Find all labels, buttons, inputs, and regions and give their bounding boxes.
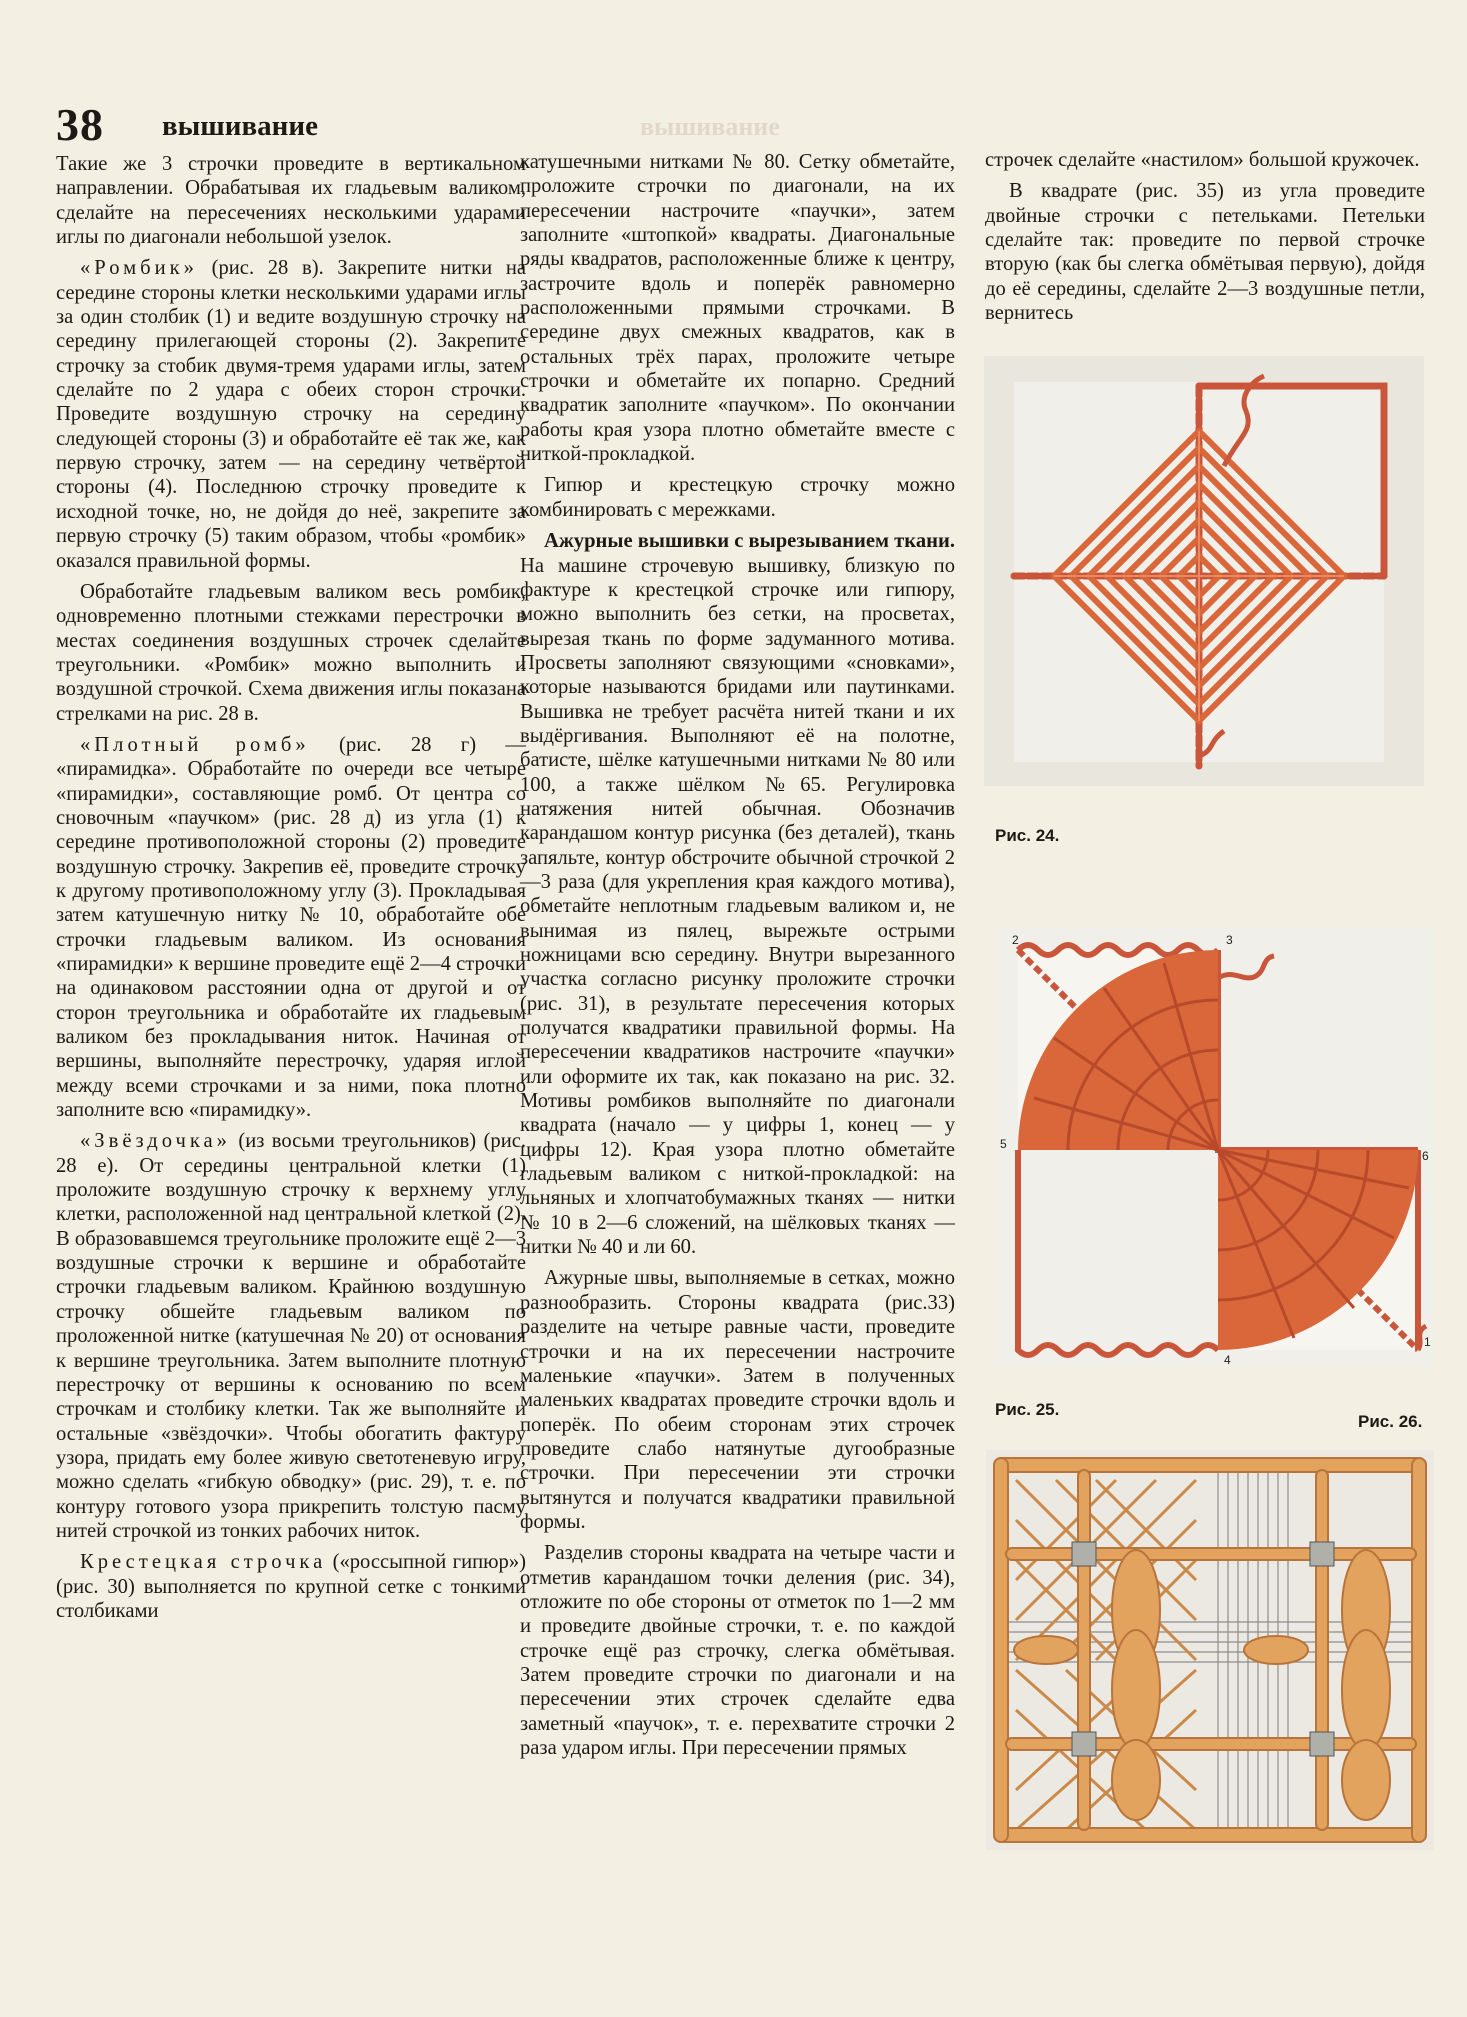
figure-25-label: 5 [1000,1137,1007,1151]
figure-26-grid-embroidery [986,1450,1434,1850]
paragraph: Обработайте гладьевым валиком весь ромбик, одновременно плотными стежками перестрочки в местах соединения воздушных строчек сделайте треугольники. «Ромбик» можно выполнить и воздушной строчкой. Схема движения иглы показана стрелками на рис. 28 в. [56,580,526,725]
paragraph: катушечными нитками № 80. Сетку обметайте, проложите строчки по диагонали, на их пересечении настрочите «паучки», затем заполните «штопкой» квадраты. Диагональные ряды квадратов, расположенные ближе к центру, застрочите вдоль и поперёк равномерно расположенными прямыми строчками. В середине двух смежных квадратов, как в остальных трёх парах, проложите четыре строчки и обметайте их попарно. Средний квадратик заполните «паучком». По окончании работы края узора плотно обметайте вместе с ниткой-прокладкой. [520,151,955,466]
paragraph: Разделив стороны квадрата на четыре части и отметив карандашом точки деления (рис. 34), отложите по обе стороны от отметок по 1—2 мм и проведите двойные строчки, т. е. по каждой строчке ещё раз строчку, слегка обмётывая. Затем проведите строчки по диагонали и на пересечении этих строчек сделайте едва заметный «паучок», т. е. перехватите строчки 2 раза ударом иглы. При пересечении прямых [520,1542,955,1759]
paragraph: Такие же 3 строчки проведите в вертикальном направлении. Обрабатывая их гладьевым валиком, сделайте на пересечениях несколькими ударами иглы по диагонали небольшой узелок. [56,153,526,249]
term: «Ромбик» [80,257,198,280]
paragraph-text: (рис. 28 г) — «пирамидка». Обработайте по очереди все четыре «пирамидки», составляющие ромб. От центра со сновочным «паучком» (рис. 28 д) из угла (1) к середине противоположной стороны (2) проведите воздушную строчку. Закрепив её, проведите строчку к другому противоположному углу (3). Прокладывая затем катушечную нитку № 10, обработайте обе строчки гладьевым валиком. Из основания «пирамидки» к вершине проведите ещё 2—4 строчки на одинаковом расстоянии одна от другой и от сторон треугольника и обработайте их гладьевым валиком без прокладывания ниток. Начиная от вершины, выполняйте перестрочку, ударяя иглой между всеми строчками и за ними, пока плотно заполните всю «пирамидку». [56,733,526,1122]
paragraph-text: («россыпной гипюр») (рис. 30) выполняется по крупной сетке с тонкими столбиками [56,1551,526,1622]
term: «Плотный ромб» [80,733,310,756]
figure-25-label: 1 [1424,1335,1431,1349]
figure-25-label: 6 [1422,1149,1429,1163]
figure-25-caption: Рис. 25. [995,1400,1060,1419]
section-title: вышивание [162,110,318,142]
paragraph [56,1550,526,1623]
paragraph [56,1129,526,1543]
paragraph-text: На машине строчевую вышивку, близкую по фактуре к крестецкой строчке или гипюру, можно выполнить без сетки, на просветах, вырезая ткань по форме задуманного мотива. Просветы заполняют связующими «сновками», которые называются бридами или паутинками. Вышивка не требует расчёта нитей ткани и их выдёргивания. Выполняют её на полотне, батисте, шёлке катушечными нитками № 80 или 100, а также шёлком №65. Регулировка натяжения нитей обычная. Обозначив карандашом контур рисунка (без деталей), ткань запяльте, контур обстрочите обычной строчкой 2—3 раза (для укрепления края каждого мотива), обметайте неплотным гладьевым валиком и, не вынимая из пялец, вырежьте острыми ножницами всю середину. Внутри вырезанного участка согласно рисунку проложите строчки (рис. 31), в результате пересечения которых получатся квадратики правильной формы. На пересечении квадратиков настрочите «паучки» или оформите их так, как показано на рис. 32. Мотивы ромбиков выполняйте по диагонали квадрата (начало — у цифры 1, конец — у цифры 12). Края узора плотно обметайте гладьевым валиком с ниткой-прокладкой: на льняных и хлопчатобумажных тканях — нитки № 10 в 2—6 сложений, на шёлковых тканях — нитки № 40 и ли 60. [520,554,955,1259]
paragraph [520,529,955,1259]
text-column-1 [56,152,526,1630]
figure-24-diamond-embroidery [984,356,1424,786]
paragraph: строчек сделайте «настилом» большой кружочек. [985,149,1420,171]
paragraph [56,733,526,1123]
figure-24-caption: Рис. 24. [995,826,1060,845]
text-column-2 [520,150,955,1767]
figure-25-label: 4 [1224,1353,1231,1367]
paragraph: Гипюр и крестецкую строчку можно комбинировать с мережками. [520,474,955,521]
term: «Звёздочка» [80,1130,231,1153]
paragraph-text: (из восьми треугольников) (рис. 28 е). От середины центральной клетки (1) проложите воздушную строчку к верхнему углу клетки, расположенной над центральной клеткой (2). В образовавшемся треугольнике проложите ещё 2—3 воздушные строчки к вершине и обработайте строчки гладьевым валиком. Крайнюю воздушную строчку обшейте гладьевым валиком по проложенной нитке (катушечная № 20) от основания к вершине треугольника. Затем выполните плотную перестрочку от вершины к основанию по всем строчкам и столбику клетки. Так же выполняйте и остальные «звёздочки». Чтобы обогатить фактуру узора, придать ему более живую светотеневую игру, можно сделать «гибкую обводку» (рис. 29), т. е. по контуру готового узора прикрепить толстую пасму нитей строчкой из тонких рабочих ниток. [56,1130,526,1542]
paragraph [56,256,526,572]
term: Крестецкая строчка [80,1551,327,1574]
paragraph: В квадрате (рис. 35) из угла проведите двойные строчки с петельками. Петельки сделайте так: проведите по первой строчке вторую (как бы слегка обмётывая первую), дойдя до её середины, сделайте 2—3 воздушные петли, вернитесь [985,180,1425,325]
subheading: Ажурные вышивки с вырезыванием ткани. [544,530,955,553]
page-number: 38 [56,99,104,150]
figure-25-label: 3 [1226,933,1233,947]
figure-26-caption: Рис. 26. [1358,1412,1423,1431]
text-column-3 [985,148,1425,332]
figure-25-fan-embroidery [994,928,1434,1368]
bleed-through-title: вышивание [640,112,780,141]
paragraph: Ажурные швы, выполняемые в сетках, можно разнообразить. Стороны квадрата (рис.33) разделите на четыре равные части, проведите строчки и на их пересечении настрочите маленькие «паучки». Затем в полученных маленьких квадратах проведите строчки вдоль и поперёк. По обеим сторонам этих строчек проведите слабо натянутые дугообразные строчки. При пересечении эти строчки вытянутся и получатся квадратики правильной формы. [520,1267,955,1533]
figure-25-label: 2 [1012,933,1019,947]
paragraph-text: (рис. 28 в). Закрепите нитки на середине стороны клетки несколькими ударами иглы за один столбик (1) и ведите воздушную строчку на середину прилегающей стороны (2). Закрепите строчку за стобик двумя-тремя ударами иглы, затем сделайте по 2 удара с обеих сторон строчки. Проведите воздушную строчку на середину следующей стороны (3) и обработайте её так же, как первую строчку, затем — на середину четвёртой стороны (4). Последнюю строчку проведите к исходной точке, но, не дойдя до неё, закрепите за первую строчку (5) таким образом, чтобы «ромбик» оказался правильной формы. [56,257,526,572]
